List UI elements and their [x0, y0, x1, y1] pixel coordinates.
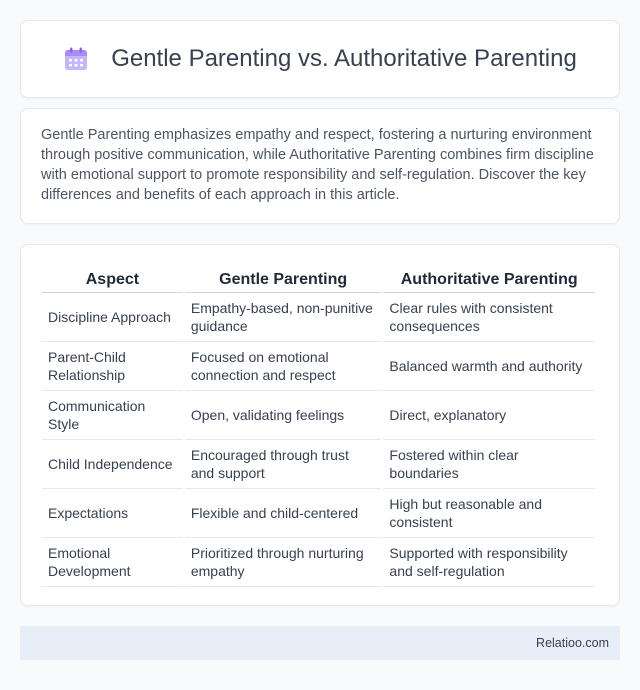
aspect-cell: Expectations [42, 489, 183, 538]
aspect-cell: Discipline Approach [42, 293, 183, 342]
table-header-row [42, 263, 595, 293]
comparison-table-card [20, 244, 620, 606]
table-row [42, 293, 595, 342]
footer-brand[interactable]: Relatioo.com [536, 636, 609, 650]
table-row [42, 489, 595, 538]
gentle-cell: Flexible and child-centered [185, 489, 382, 538]
gentle-cell: Prioritized through nurturing empathy [185, 538, 382, 587]
aspect-cell: Emotional Development [42, 538, 183, 587]
calendar-icon [63, 46, 89, 72]
authoritative-cell: Direct, explanatory [383, 391, 595, 440]
header-gentle-parenting: Gentle Parenting [185, 263, 382, 293]
aspect-cell: Communication Style [42, 391, 183, 440]
aspect-cell: Child Independence [42, 440, 183, 489]
authoritative-cell: Clear rules with consistent consequences [383, 293, 595, 342]
title-card [20, 20, 620, 98]
header-authoritative-parenting: Authoritative Parenting [383, 263, 595, 293]
gentle-cell: Open, validating feelings [185, 391, 382, 440]
aspect-cell: Parent-Child Relationship [42, 342, 183, 391]
gentle-cell: Focused on emotional connection and respect [185, 342, 382, 391]
gentle-cell: Empathy-based, non-punitive guidance [185, 293, 382, 342]
gentle-cell: Encouraged through trust and support [185, 440, 382, 489]
table-row [42, 342, 595, 391]
comparison-table [40, 263, 597, 587]
table-row [42, 538, 595, 587]
intro-paragraph: Gentle Parenting emphasizes empathy and respect, fostering a nurturing environment through positive communication, while Authoritative Parenting combines firm discipline with emotional support to promote responsibility and self-regulation. Discover the key differences and benefits of each approach in this article. [41, 127, 594, 203]
authoritative-cell: Balanced warmth and authority [383, 342, 595, 391]
authoritative-cell: Supported with responsibility and self-regulation [383, 538, 595, 587]
footer [20, 626, 620, 660]
authoritative-cell: Fostered within clear boundaries [383, 440, 595, 489]
header-aspect: Aspect [42, 263, 183, 293]
intro-card [20, 108, 620, 224]
table-row [42, 440, 595, 489]
authoritative-cell: High but reasonable and consistent [383, 489, 595, 538]
page-title: Gentle Parenting vs. Authoritative Parenting [111, 45, 577, 72]
table-row [42, 391, 595, 440]
